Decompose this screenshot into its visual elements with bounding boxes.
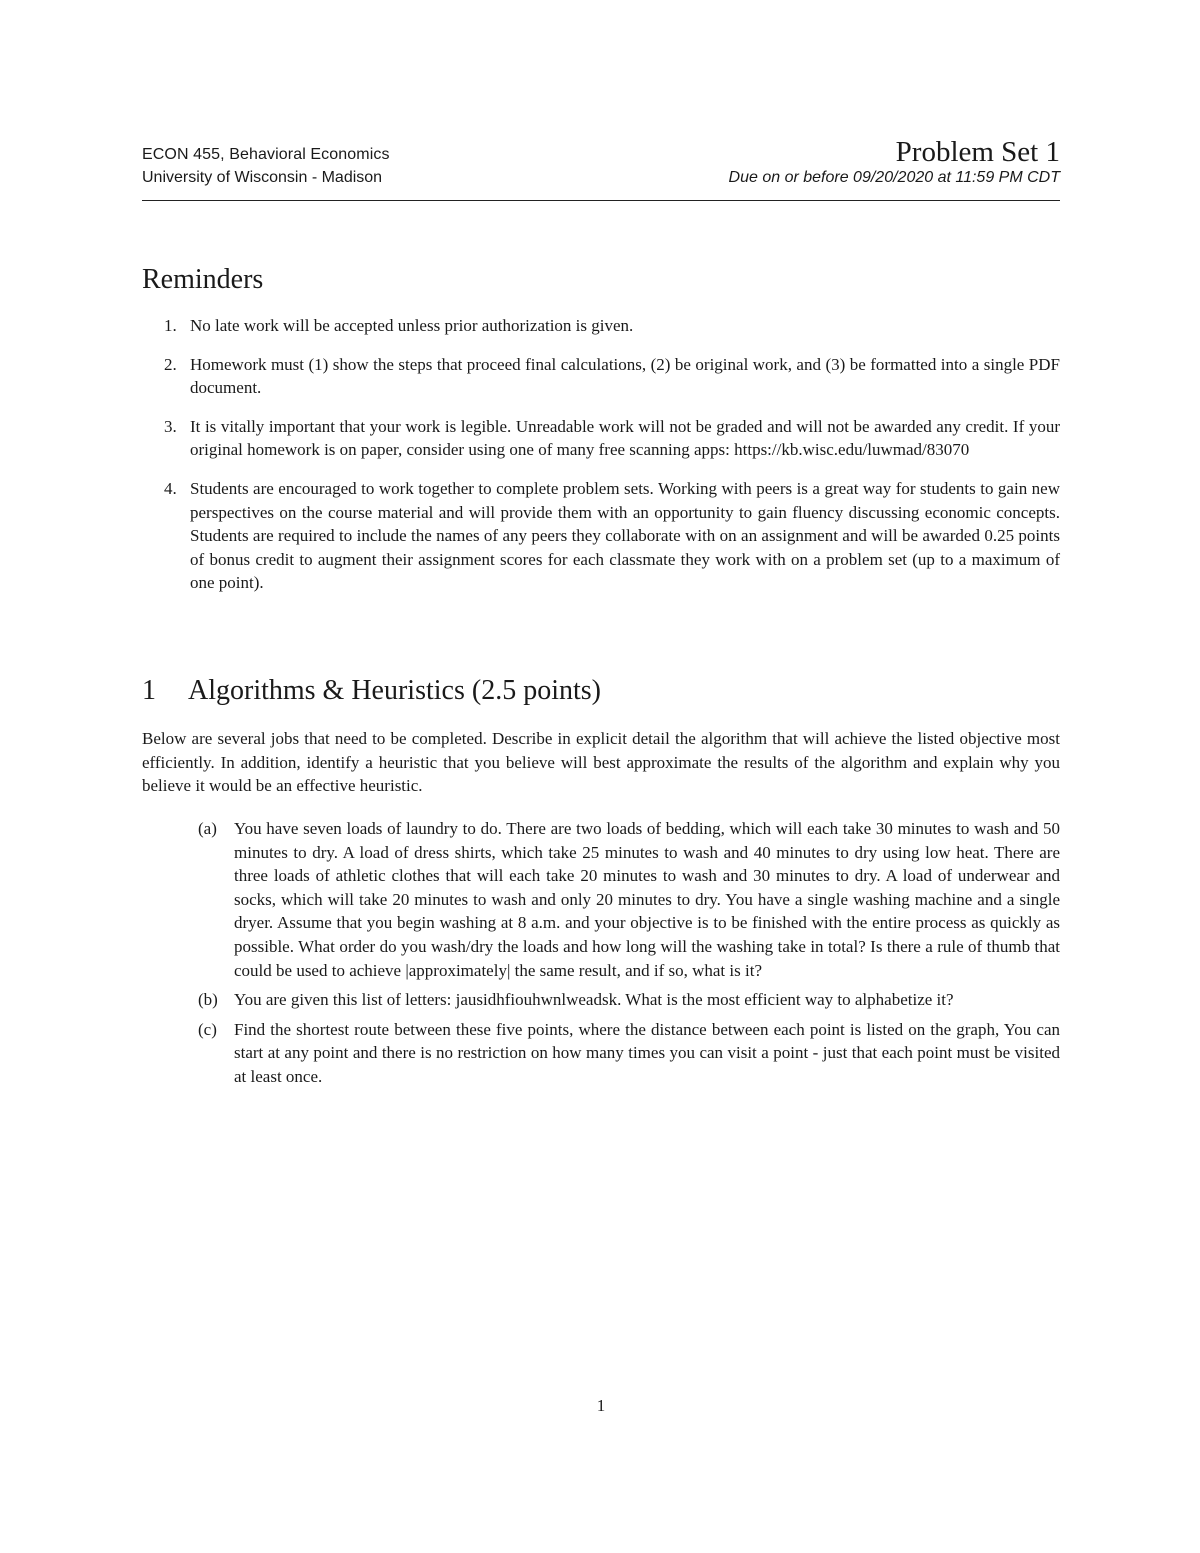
reminder-item [142, 353, 1060, 400]
problem-item [142, 817, 1060, 982]
problem-label: (b) [198, 990, 218, 1010]
problem-set-title: Problem Set 1 [895, 136, 1060, 168]
reminder-number: 4. [164, 478, 177, 498]
section-number: 1 [142, 675, 156, 706]
page-number: 1 [596, 1396, 606, 1415]
reminder-number: 2. [164, 354, 177, 374]
problem-text: You are given this list of letters: jausidhfiouhwnlweadsk. What is the most efficient way to alphabetize it? [234, 990, 954, 1010]
reminder-text: It is vitally important that your work is legible. Unreadable work will not be graded and will not be awarded any credit. If your original homework is on paper, consider using one of many free scanning apps: https://kb.wisc.edu/luwmad/83070 [190, 416, 1060, 460]
reminder-item [142, 314, 1060, 338]
problem-text: You have seven loads of laundry to do. There are two loads of bedding, which will each take 30 minutes to wash and 50 minutes to dry. A load of dress shirts, which take 25 minutes to wash and 40 minutes to dry using low heat. There are three loads of athletic clothes that will each take 20 minutes to wash and 30 minutes to dry. A load of underwear and socks, which will take 20 minutes to wash and only 20 minutes to dry. You have a single washing machine and a single dryer. Assume that you begin washing at 8 a.m. and your objective is to be finished with the entire process as quickly as possible. What order do you wash/dry the loads and how long will the washing take in total? Is there a rule of thumb that could be used to achieve |approximately| the same result, and if so, what is it? [234, 819, 1060, 980]
reminder-item [142, 477, 1060, 595]
problem-text: Find the shortest route between these five points, where the distance between each point is listed on the graph, You can start at any point and there is no restriction on how many times you can visit a point - just that each point must be visited at least once. [234, 1019, 1060, 1086]
reminder-number: 1. [164, 316, 177, 335]
section-title-text: Algorithms & Heuristics (2.5 points) [188, 675, 601, 706]
reminder-text: Homework must (1) show the steps that proceed final calculations, (2) be original work, and (3) be formatted into a single PDF document. [190, 354, 1060, 398]
reminders-list [142, 314, 1060, 610]
section-intro: Below are several jobs that need to be completed. Describe in explicit detail the algorithm that will achieve the listed objective most efficiently. In addition, identify a heuristic that you believe will best approximate the results of the algorithm and explain why you believe it would be an effective heuristic. [142, 729, 1060, 796]
university-name: University of Wisconsin - Madison [142, 169, 383, 186]
reminders-heading: Reminders [142, 264, 264, 295]
page-header [142, 138, 1060, 201]
reminder-text: No late work will be accepted unless prior authorization is given. [190, 316, 634, 335]
document-page [142, 0, 1060, 1553]
reminder-item [142, 415, 1060, 462]
problems-list [142, 817, 1060, 1095]
problem-item [142, 1018, 1060, 1089]
problem-label: (c) [198, 1019, 217, 1039]
section-1-heading [142, 675, 601, 707]
due-date: Due on or before 09/20/2020 at 11:59 PM CDT [728, 169, 1060, 186]
problem-label: (a) [198, 819, 217, 838]
reminder-text: Students are encouraged to work together to complete problem sets. Working with peers is a great way for students to gain new perspectives on the course material and will provide them with an opportunity to gain fluency discussing economic concepts. Students are required to include the names of any peers they collaborate with on an assignment and will be awarded 0.25 points of bonus credit to augment their assignment scores for each classmate they work with on a problem set (up to a maximum of one point). [190, 478, 1060, 593]
problem-item [142, 988, 1060, 1012]
reminder-number: 3. [164, 416, 177, 436]
course-name: ECON 455, Behavioral Economics [142, 146, 390, 163]
